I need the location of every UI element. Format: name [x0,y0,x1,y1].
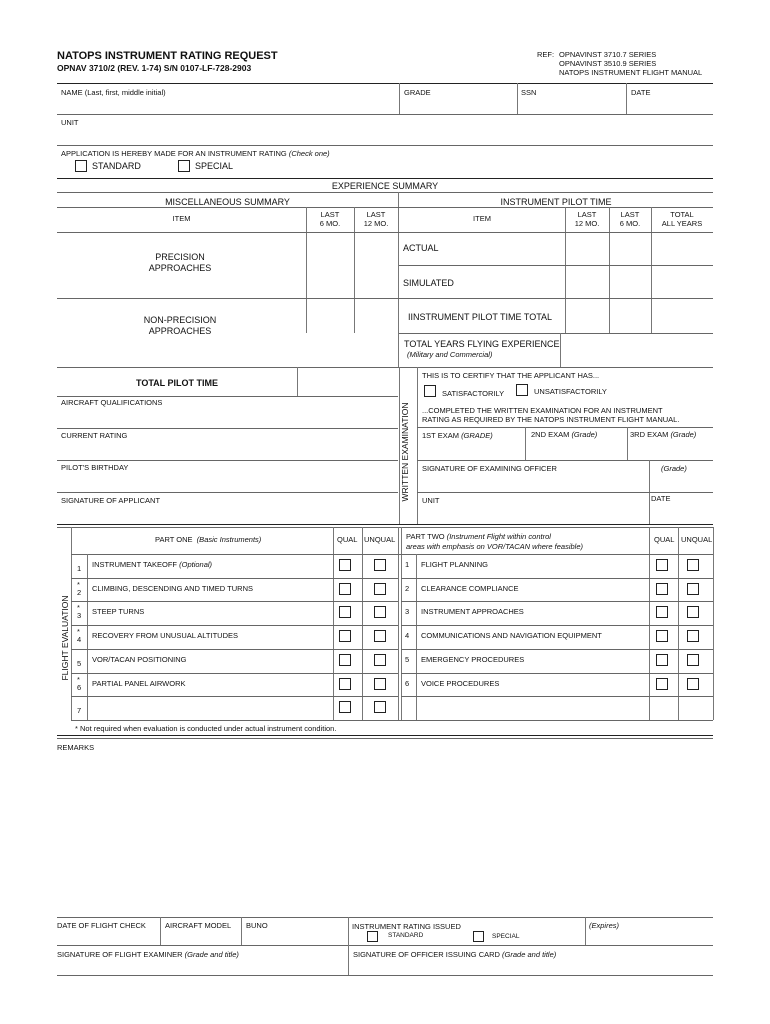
item-number: 3 [77,611,82,621]
item-header: ITEM [172,214,191,223]
unqual-checkbox[interactable] [687,606,699,618]
unqual-checkbox[interactable] [687,678,699,690]
ssn-label: SSN [521,88,537,97]
item-star: * [77,627,80,637]
actual-label: ACTUAL [403,243,439,253]
remarks-field[interactable] [57,752,713,916]
qual-checkbox[interactable] [656,678,668,690]
written-unit-label: UNIT [422,496,440,505]
total-years-label: TOTAL YEARS FLYING EXPERIENCE [404,339,560,349]
total-all-years-header: TOTAL ALL YEARS [661,210,703,228]
item-label: COMMUNICATIONS AND NAVIGATION EQUIPMENT [421,631,602,641]
divider [399,83,400,114]
precision-approaches-label: PRECISION APPROACHES [148,252,212,273]
item-header: ITEM [473,214,491,223]
qual-checkbox[interactable] [656,606,668,618]
expires-label: (Expires) [589,921,620,930]
divider [362,527,363,720]
military-commercial-note: (Military and Commercial) [407,350,493,359]
divider [525,427,526,460]
completed-line-1: ...COMPLETED THE WRITTEN EXAMINATION FOR AN INSTRUMENT [422,406,663,415]
satisfactorily-checkbox[interactable] [424,385,436,397]
item-label: STEEP TURNS [92,607,145,617]
qual-checkbox[interactable] [339,701,351,713]
name-field[interactable] [57,84,399,114]
signature-applicant-label: SIGNATURE OF APPLICANT [61,496,161,505]
unqual-checkbox[interactable] [687,654,699,666]
completed-line-2: RATING AS REQUIRED BY THE NATOPS INSTRUMENT FLIGHT MANUAL. [422,415,680,424]
divider [57,460,398,461]
flight-evaluation-side-label: FLIGHT EVALUATION [60,595,70,681]
item-label: EMERGENCY PROCEDURES [421,654,525,664]
divider [517,83,518,114]
unsatisfactorily-checkbox[interactable] [516,384,528,396]
instrument-pilot-time-title: INSTRUMENT PILOT TIME [500,197,612,207]
divider [713,527,714,720]
item-star: * [77,674,80,684]
divider [649,527,650,720]
issued-special-checkbox[interactable] [473,931,484,942]
unqual-checkbox[interactable] [374,654,386,666]
divider [57,145,713,146]
divider [398,527,399,720]
divider [57,178,713,179]
ref-line-3: NATOPS INSTRUMENT FLIGHT MANUAL [559,68,703,77]
written-date-label: DATE [651,494,671,503]
unqual-checkbox[interactable] [374,583,386,595]
unqual-checkbox[interactable] [374,630,386,642]
divider [348,917,349,945]
qual-checkbox[interactable] [339,559,351,571]
last-12-header: LAST 12 MO. [574,210,600,228]
unqual-checkbox[interactable] [687,583,699,595]
unsatisfactorily-label: UNSATISFACTORILY [534,387,607,396]
qual-checkbox[interactable] [656,654,668,666]
signature-examining-officer-label: SIGNATURE OF EXAMINING OFFICER [422,464,557,473]
item-number: 1 [405,560,410,569]
divider [401,625,713,626]
divider [57,524,713,525]
divider [71,554,713,555]
item-number: 6 [405,678,410,688]
divider [678,527,679,720]
aircraft-qualifications-label: AIRCRAFT QUALIFICATIONS [61,398,163,407]
grade-note: (Grade) [661,464,687,473]
qual-header: QUAL [337,535,358,544]
satisfactorily-label: SATISFACTORILY [442,389,505,398]
item-label: PARTIAL PANEL AIRWORK [92,678,186,688]
item-star: * [77,603,80,613]
item-label: INSTRUMENT APPROACHES [421,607,524,617]
part-two-header: PART TWO (Instrument Flight within control [406,532,551,541]
item-star: * [77,579,80,589]
experience-title: EXPERIENCE SUMMARY [331,181,439,191]
divider [57,396,398,397]
current-rating-label: CURRENT RATING [61,431,128,440]
footnote: * Not required when evaluation is conducted under actual instrument condition. [75,724,337,733]
remarks-label: REMARKS [57,743,95,752]
divider [57,945,713,946]
signature-issuing-officer-label: SIGNATURE OF OFFICER ISSUING CARD (Grade and title) [353,950,557,959]
grade-label: GRADE [404,88,431,97]
last-6-header: LAST 6 MO. [319,210,341,228]
item-label: CLEARANCE COMPLIANCE [421,583,519,593]
divider [57,917,713,918]
item-number: 5 [405,654,410,664]
divider [417,460,713,461]
divider [71,527,72,720]
certify-text: THIS IS TO CERTIFY THAT THE APPLICANT HAS... [422,371,600,380]
part-two-subheader: areas with emphasis on VOR/TACAN where feasible) [406,542,584,551]
divider [401,527,402,720]
issued-standard-label: STANDARD [388,932,424,939]
divider [401,578,713,579]
qual-checkbox[interactable] [339,678,351,690]
divider [560,333,561,367]
first-exam-label: 1ST EXAM (GRADE) [422,431,493,440]
item-number: 4 [77,635,82,645]
divider [399,265,713,266]
divider [57,738,713,739]
divider [71,720,713,721]
item-label: VOICE PROCEDURES [421,678,500,688]
issued-standard-checkbox[interactable] [367,931,378,942]
item-number: 5 [77,658,82,668]
item-label: RECOVERY FROM UNUSUAL ALTITUDES [92,631,239,641]
item-number: 2 [77,587,82,597]
qual-checkbox[interactable] [656,583,668,595]
divider [417,367,418,524]
divider [71,578,398,579]
unqual-checkbox[interactable] [687,559,699,571]
divider [333,527,334,720]
last-12-header: LAST 12 MO. [363,210,389,228]
divider [627,427,628,460]
unqual-checkbox[interactable] [374,678,386,690]
special-checkbox[interactable] [178,160,190,172]
aircraft-model-label: AIRCRAFT MODEL [165,921,232,930]
divider [57,232,713,233]
special-label: SPECIAL [195,161,234,171]
unqual-header: UNQUAL [681,535,713,544]
form-title: NATOPS INSTRUMENT RATING REQUEST [57,50,278,62]
application-text: APPLICATION IS HEREBY MADE FOR AN INSTRUMENT RATING (Check one) [61,149,330,158]
divider [57,527,713,528]
ref-line-2: OPNAVINST 3510.9 SERIES [559,59,657,68]
divider [241,917,242,945]
misc-summary-title: MISCELLANEOUS SUMMARY [165,197,290,207]
item-number: 7 [77,706,82,716]
divider [160,917,161,945]
instrument-pilot-time-total-label: IINSTRUMENT PILOT TIME TOTAL [408,312,553,322]
unqual-checkbox[interactable] [374,559,386,571]
non-precision-approaches-label: NON-PRECISION APPROACHES [143,315,217,336]
unit-field[interactable] [57,115,713,145]
name-label: NAME (Last, first, middle initial) [61,88,166,97]
item-label: VOR/TACAN POSITIONING [92,654,187,664]
unqual-checkbox[interactable] [374,606,386,618]
total-pilot-time-label: TOTAL PILOT TIME [136,378,218,388]
buno-label: BUNO [246,921,268,930]
item-number: 1 [77,564,82,573]
item-label: FLIGHT PLANNING [421,560,488,569]
divider [348,945,349,975]
divider [57,735,713,736]
divider [417,427,713,428]
divider [399,333,713,334]
item-label: INSTRUMENT TAKEOFF (Optional) [92,560,213,569]
ref-label: REF: [537,50,555,59]
divider [71,625,398,626]
qual-checkbox[interactable] [339,606,351,618]
divider [57,192,713,193]
qual-checkbox[interactable] [339,583,351,595]
divider [87,554,88,720]
divider [585,917,586,945]
divider [71,601,398,602]
qual-header: QUAL [654,535,675,544]
divider [401,673,713,674]
date-flight-check-label: DATE OF FLIGHT CHECK [57,921,146,930]
divider [57,428,398,429]
divider [626,83,627,114]
item-number: 4 [405,631,410,641]
unqual-checkbox[interactable] [687,630,699,642]
divider [57,298,713,299]
divider [57,207,713,208]
item-number: 6 [77,682,82,692]
unqual-header: UNQUAL [364,535,396,544]
date-label: DATE [631,88,651,97]
signature-flight-examiner-label: SIGNATURE OF FLIGHT EXAMINER (Grade and title) [57,950,239,959]
divider [401,696,713,697]
item-label: CLIMBING, DESCENDING AND TIMED TURNS [92,583,253,593]
second-exam-label: 2ND EXAM (Grade) [531,430,598,439]
unqual-checkbox[interactable] [374,701,386,713]
standard-checkbox[interactable] [75,160,87,172]
written-examination-side-label: WRITTEN EXAMINATION [400,402,410,502]
issued-special-label: SPECIAL [492,933,520,940]
form-number: OPNAV 3710/2 (REV. 1-74) S/N 0107-LF-728-2903 [57,63,252,73]
unit-label: UNIT [61,118,79,127]
simulated-label: SIMULATED [403,278,454,288]
divider [416,554,417,720]
rating-issued-label: INSTRUMENT RATING ISSUED [352,922,461,931]
third-exam-label: 3RD EXAM (Grade) [630,430,697,439]
divider [417,492,713,493]
divider [401,601,713,602]
divider [57,975,713,976]
divider [57,492,398,493]
item-number: 2 [405,583,410,593]
total-pilot-time-field[interactable] [298,368,398,396]
pilot-birthday-label: PILOT'S BIRTHDAY [61,463,129,472]
qual-checkbox[interactable] [339,630,351,642]
divider [401,649,713,650]
qual-checkbox[interactable] [656,559,668,571]
part-one-header: PART ONE (Basic Instruments) [155,535,262,544]
divider [71,649,398,650]
standard-label: STANDARD [92,161,141,171]
item-number: 3 [405,607,410,617]
divider [71,673,398,674]
ref-line-1: OPNAVINST 3710.7 SERIES [559,50,657,59]
divider [71,696,398,697]
qual-checkbox[interactable] [656,630,668,642]
last-6-header: LAST 6 MO. [619,210,641,228]
qual-checkbox[interactable] [339,654,351,666]
